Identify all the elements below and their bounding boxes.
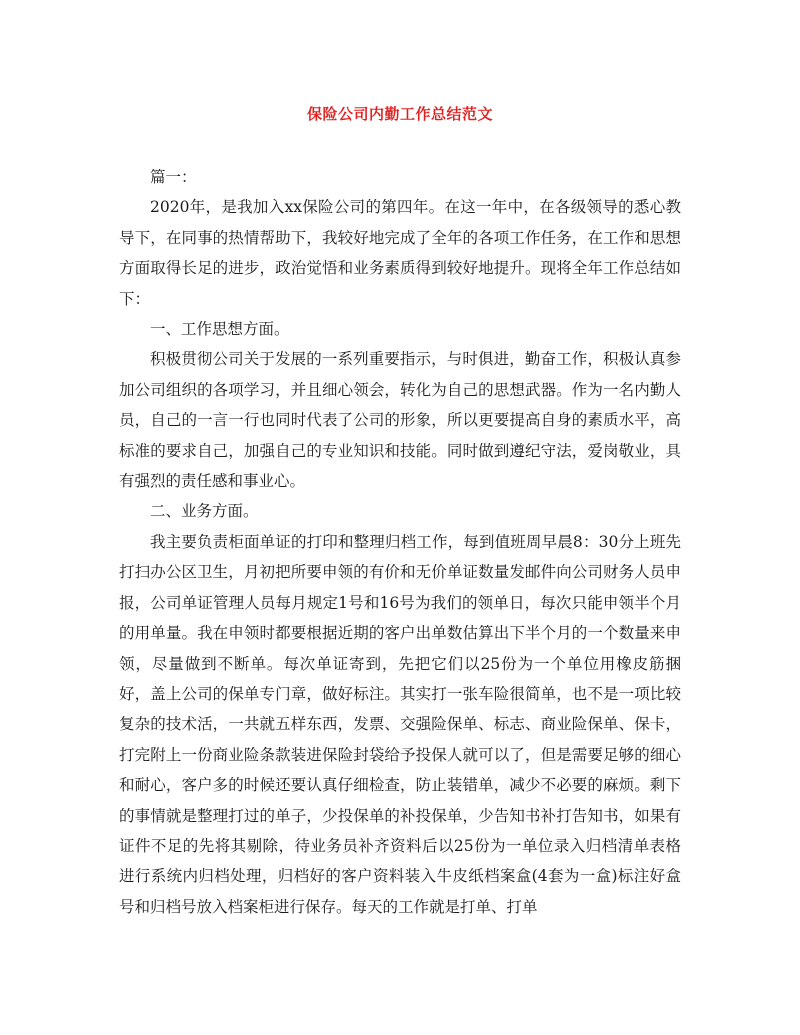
paragraph-intro: 2020年，是我加入xx保险公司的第四年。在这一年中，在各级领导的悉心教导下，在同事的热情帮助下，我较好地完成了全年的各项工作任务，在工作和思想方面取得长足的进步，政治觉悟和业务素质得到较好地提升。现将全年工作总结如下： — [119, 198, 681, 308]
document-body — [119, 162, 681, 922]
paragraph-heading-work-thought: 一、工作思想方面。 — [150, 320, 290, 339]
paragraph-business: 我主要负责柜面单证的打印和整理归档工作，每到值班周早晨8：30分上班先打扫办公区卫生，月初把所要申领的有价和无价单证数量发邮件向公司财务人员申报，公司单证管理人员每月规定1号和16号为我们的领单日，每次只能申领半个月的用单量。我在申领时都要根据近期的客户出单数估算出下半个月的一个数量来申领，尽量做到不断单。每次单证寄到，先把它们以25份为一个单位用橡皮筋捆好，盖上公司的保单专门章，做好标注。其实打一张车险很简单，也不是一项比较复杂的技术活，一共就五样东西，发票、交强险保单、标志、商业险保单、保卡，打完附上一份商业险条款装进保险封袋给予投保人就可以了，但是需要足够的细心和耐心，客户多的时候还要认真仔细检查，防止装错单，减少不必要的麻烦。剩下的事情就是整理打过的单子，少投保单的补投保单，少告知书补打告知书，如果有证件不足的先将其剔除，待业务员补齐资料后以25份为一单位录入归档清单表格进行系统内归档处理，归档好的客户资料装入牛皮纸档案盒(4套为一盒)标注好盒号和归档号放入档案柜进行保存。每天的工作就是打单、打单 — [119, 532, 681, 916]
paragraph-heading-business: 二、业务方面。 — [150, 502, 259, 521]
paragraph-work-thought: 积极贯彻公司关于发展的一系列重要指示，与时俱进，勤奋工作，积极认真参加公司组织的各项学习，并且细心领会，转化为自己的思想武器。作为一名内勤人员，自己的一言一行也同时代表了公司的形象，所以更要提高自身的素质水平，高标准的要求自己，加强自己的专业知识和技能。同时做到遵纪守法，爱岗敬业，具有强烈的责任感和事业心。 — [119, 350, 681, 491]
paragraph-section-label: 篇一： — [150, 168, 197, 186]
document-title: 保险公司内勤工作总结范文 — [306, 105, 493, 123]
